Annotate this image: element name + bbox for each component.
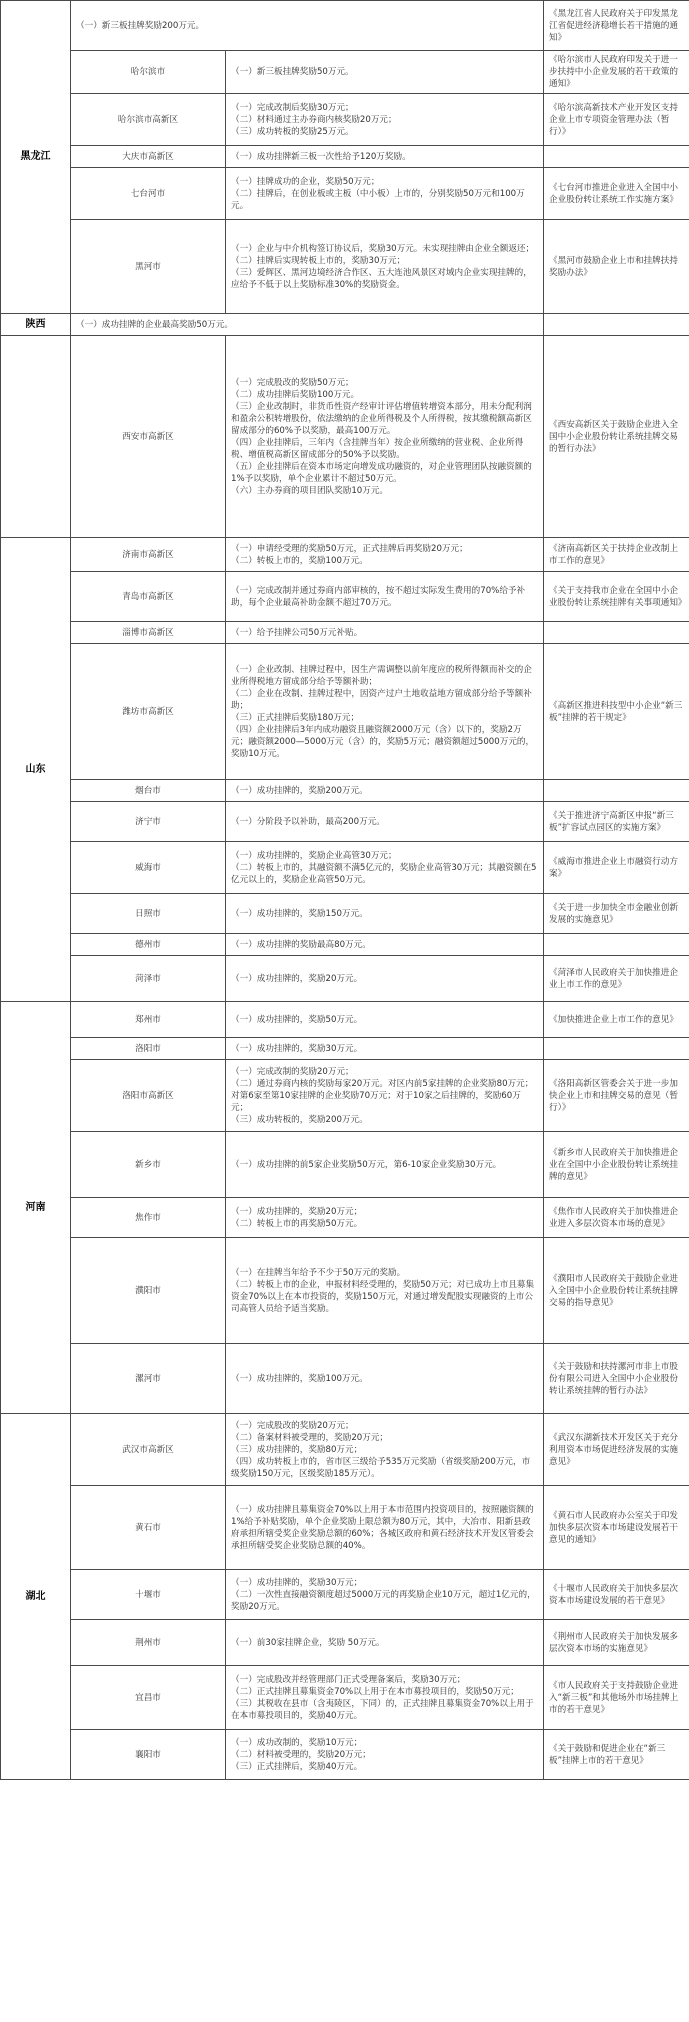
city-cell: 焦作市 <box>71 1198 226 1238</box>
table-row <box>1 1132 689 1198</box>
table-row <box>1 1666 689 1730</box>
document-cell <box>544 314 689 336</box>
city-cell: 黄石市 <box>71 1486 226 1570</box>
policy-line: （一）成功挂牌新三板一次性给予120万奖励。 <box>231 151 411 162</box>
policy-line: （一）完成改制并通过券商内部审核的，按不超过实际发生费用的70%给予补助，每个企业最高补助金额不超过70万元。 <box>231 585 526 608</box>
policy-cell <box>226 894 544 934</box>
city-cell: 襄阳市 <box>71 1730 226 1780</box>
document-cell <box>544 168 689 220</box>
table-row <box>1 1238 689 1344</box>
policy-line: （一）成功挂牌的企业最高奖励50万元。 <box>76 319 234 330</box>
policy-cell <box>226 1038 544 1060</box>
policy-cell <box>226 538 544 572</box>
policy-cell <box>226 622 544 644</box>
document-title: 《关于进一步加快全市金融业创新发展的实施意见》 <box>549 902 678 925</box>
policy-cell <box>226 842 544 894</box>
policy-line: （二）转板上市的，其融资额不满5亿元的，奖励企业高管30万元；其融资额在5亿元以上的，奖励企业高管50万元。 <box>231 862 537 885</box>
document-title: 《黄石市人民政府办公室关于印发加快多层次资本市场建设发展若干意见的通知》 <box>549 1510 678 1545</box>
document-cell <box>544 1132 689 1198</box>
policy-cell <box>226 168 544 220</box>
policy-line: （二）转板上市的再奖励50万元。 <box>231 1218 363 1229</box>
table-row <box>1 934 689 956</box>
document-cell <box>544 572 689 622</box>
document-cell <box>544 1570 689 1620</box>
document-cell <box>544 842 689 894</box>
policy-cell <box>226 51 544 94</box>
document-cell <box>544 1198 689 1238</box>
policy-cell <box>226 1344 544 1414</box>
policy-cell <box>226 1570 544 1620</box>
policy-line: （二）正式挂牌且募集资金70%以上用于在本市募投项目的，奖励50万元； <box>231 1686 519 1697</box>
city-cell: 哈尔滨市 <box>71 51 226 94</box>
policy-line: （五）企业挂牌后在资本市场定向增发成功融资的，对企业管理团队按融资额的1%予以奖励，单个企业累计不超过50万元。 <box>231 461 532 484</box>
table-row <box>1 644 689 780</box>
city-cell: 荆州市 <box>71 1620 226 1666</box>
table-row <box>1 94 689 146</box>
city-cell: 黑河市 <box>71 220 226 314</box>
table-row <box>1 220 689 314</box>
policy-cell <box>226 94 544 146</box>
city-cell: 青岛市高新区 <box>71 572 226 622</box>
province-cell: 湖北 <box>1 1414 71 1780</box>
policy-line: （三）企业改制时，非货币性资产经审计评估增值转增资本部分，用未分配利润和盈余公积转增股份，依法缴纳的企业所得税及个人所得税，按其缴税额高新区留成部分的60%予以奖励，最高100万元。 <box>231 401 532 436</box>
policy-cell <box>226 1132 544 1198</box>
document-title: 《西安高新区关于鼓励企业进入全国中小企业股份转让系统挂牌交易的暂行办法》 <box>549 419 678 454</box>
document-title: 《哈尔滨高新技术产业开发区支持企业上市专项资金管理办法（暂行）》 <box>549 102 678 137</box>
city-cell: 淄博市高新区 <box>71 622 226 644</box>
document-cell <box>544 94 689 146</box>
policy-line: （二）一次性直接融资额度超过5000万元的再奖励企业10万元，超过1亿元的，奖励20万元。 <box>231 1589 536 1612</box>
table-row <box>1 842 689 894</box>
document-cell <box>544 1414 689 1486</box>
policy-line: （三）正式挂牌后奖励180万元； <box>231 712 360 723</box>
policy-line: （一）成功挂牌的，奖励30万元； <box>231 1577 363 1588</box>
document-title: 《武汉东湖新技术开发区关于充分利用资本市场促进经济发展的实施意见》 <box>549 1432 678 1467</box>
policy-line: （一）分阶段予以补助，最高200万元。 <box>231 816 385 827</box>
document-cell <box>544 1666 689 1730</box>
policy-line: （三）正式挂牌后，奖励40万元。 <box>231 1761 363 1772</box>
document-cell <box>544 220 689 314</box>
province-cell: 山东 <box>1 538 71 1002</box>
table-row <box>1 1486 689 1570</box>
document-cell <box>544 1620 689 1666</box>
policy-cell <box>226 220 544 314</box>
policy-cell <box>226 336 544 538</box>
document-title: 《洛阳高新区管委会关于进一步加快企业上市和挂牌交易的意见（暂行）》 <box>549 1078 678 1113</box>
document-title: 《济南高新区关于扶持企业改制上市工作的意见》 <box>549 543 678 566</box>
policy-line: （一）成功挂牌的，奖励50万元。 <box>231 1014 363 1025</box>
document-cell <box>544 802 689 842</box>
table-row <box>1 1060 689 1132</box>
policy-line: （二）挂牌后，在创业板或主板（中小板）上市的，分别奖励50万元和100万元。 <box>231 188 525 211</box>
city-cell: 哈尔滨市高新区 <box>71 94 226 146</box>
city-cell: 郑州市 <box>71 1002 226 1038</box>
city-cell: 日照市 <box>71 894 226 934</box>
city-cell: 威海市 <box>71 842 226 894</box>
document-cell <box>544 894 689 934</box>
table-row <box>1 168 689 220</box>
document-title: 《关于支持我市企业在全国中小企业股份转让系统挂牌有关事项通知》 <box>549 585 687 608</box>
city-cell: 武汉市高新区 <box>71 1414 226 1486</box>
city-cell: 潍坊市高新区 <box>71 644 226 780</box>
province-cell <box>1 336 71 538</box>
policy-line: （二）企业在改制、挂牌过程中，因资产过户土地收益地方留成部分给予等额补助； <box>231 688 532 711</box>
document-title: 《新乡市人民政府关于加快推进企业在全国中小企业股份转让系统挂牌的意见》 <box>549 1147 678 1182</box>
policy-line: （一）成功挂牌的，奖励30万元。 <box>231 1043 363 1054</box>
document-title: 《菏泽市人民政府关于加快推进企业上市工作的意见》 <box>549 967 678 990</box>
policy-line: （一）完成股改的奖励20万元； <box>231 1420 354 1431</box>
policy-line: （一）给予挂牌公司50万元补贴。 <box>231 627 363 638</box>
policy-line: （一）完成股改的奖励50万元； <box>231 377 354 388</box>
document-cell <box>544 1038 689 1060</box>
document-title: 《荆州市人民政府关于加快发展多层次资本市场的实施意见》 <box>549 1631 678 1654</box>
city-cell: 德州市 <box>71 934 226 956</box>
table-row <box>1 1344 689 1414</box>
policy-cell <box>71 1 544 51</box>
document-cell <box>544 622 689 644</box>
table-row <box>1 894 689 934</box>
table-row <box>1 1 689 51</box>
policy-line: （三）其税收在县市（含夷陵区，下同）的，正式挂牌且募集资金70%以上用于在本市募投项目的，奖励40万元。 <box>231 1698 534 1721</box>
table-row <box>1 572 689 622</box>
city-cell: 洛阳市 <box>71 1038 226 1060</box>
policy-line: （一）挂牌成功的企业，奖励50万元； <box>231 176 380 187</box>
table-row <box>1 1620 689 1666</box>
policy-cell <box>226 1620 544 1666</box>
table-row <box>1 51 689 94</box>
policy-line: （一）成功挂牌的，奖励20万元。 <box>231 973 363 984</box>
table-row <box>1 1198 689 1238</box>
policy-line: （一）在挂牌当年给予不少于50万元的奖励。 <box>231 1267 406 1278</box>
policy-cell <box>226 934 544 956</box>
city-cell: 新乡市 <box>71 1132 226 1198</box>
document-cell <box>544 336 689 538</box>
document-cell <box>544 956 689 1002</box>
document-cell <box>544 1060 689 1132</box>
policy-cell <box>226 1060 544 1132</box>
document-title: 《黑龙江省人民政府关于印发黑龙江省促进经济稳增长若干措施的通知》 <box>549 8 678 43</box>
table-row <box>1 1002 689 1038</box>
policy-cell <box>226 1730 544 1780</box>
policy-cell <box>226 780 544 802</box>
document-title: 《加快推进企业上市工作的意见》 <box>549 1014 678 1025</box>
document-title: 《濮阳市人民政府关于鼓励企业进入全国中小企业股份转让系统挂牌交易的指导意见》 <box>549 1273 678 1308</box>
city-cell: 漯河市 <box>71 1344 226 1414</box>
province-cell: 黑龙江 <box>1 1 71 314</box>
policy-line: （一）成功挂牌且募集资金70%以上用于本市范围内投资项目的，按照融资额的1%给予补贴奖励，单个企业奖励上限总额为80万元，其中，大冶市、阳新县政府承担所辖受奖企业奖励总额的60%；各城区政府和黄石经济技术开发区管委会承担所辖受奖企业奖励总额的40%。 <box>231 1504 534 1551</box>
policy-cell <box>226 1414 544 1486</box>
policy-cell <box>226 572 544 622</box>
policy-line: （一）申请经受理的奖励50万元，正式挂牌后再奖励20万元； <box>231 543 468 554</box>
document-cell <box>544 146 689 168</box>
document-cell <box>544 1486 689 1570</box>
policy-line: （一）完成改制后奖励30万元； <box>231 102 354 113</box>
table-row <box>1 780 689 802</box>
policy-line: （一）完成改制的奖励20万元； <box>231 1066 354 1077</box>
table-row <box>1 802 689 842</box>
policy-line: （二）成功挂牌后奖励100万元。 <box>231 389 360 400</box>
policy-line: （一）成功挂牌的，奖励100万元。 <box>231 1373 368 1384</box>
document-title: 《市人民政府关于支持鼓励企业进入“新三板”和其他场外市场挂牌上市的若干意见》 <box>549 1680 679 1715</box>
table-row <box>1 336 689 538</box>
city-cell: 大庆市高新区 <box>71 146 226 168</box>
policy-line: （四）成功转板上市的，省市区三级给予535万元奖励（省级奖励200万元，市级奖励150万元，区级奖励185万元）。 <box>231 1456 531 1479</box>
document-cell <box>544 780 689 802</box>
policy-line: （一）新三板挂牌奖励200万元。 <box>76 20 205 31</box>
policy-cell <box>226 1002 544 1038</box>
policy-line: （一）前30家挂牌企业，奖励 50万元。 <box>231 1637 385 1648</box>
policy-line: （一）成功挂牌的，奖励150万元。 <box>231 908 368 919</box>
policy-line: （一）成功挂牌的，奖励企业高管30万元； <box>231 850 397 861</box>
table-row <box>1 1730 689 1780</box>
city-cell: 洛阳市高新区 <box>71 1060 226 1132</box>
city-cell: 西安市高新区 <box>71 336 226 538</box>
policy-line: （一）企业改制、挂牌过程中，因生产需调整以前年度应的税所得额而补交的企业所得税地方留成部分给予等额补助； <box>231 664 532 687</box>
document-title: 《高新区推进科技型中小企业“新三板”挂牌的若干规定》 <box>549 700 683 723</box>
policy-line: （一）成功改制的，奖励10万元； <box>231 1737 363 1748</box>
city-cell: 濮阳市 <box>71 1238 226 1344</box>
policy-line: （一）完成股改并经管理部门正式受理备案后，奖励30万元； <box>231 1674 466 1685</box>
policy-cell <box>226 956 544 1002</box>
document-title: 《七台河市推进企业进入全国中小企业股份转让系统工作实施方案》 <box>549 182 678 205</box>
policy-cell <box>226 1238 544 1344</box>
policy-line: （二）材料被受理的，奖励20万元； <box>231 1749 371 1760</box>
document-cell <box>544 934 689 956</box>
policy-line: （三）成功挂牌的，奖励80万元； <box>231 1444 363 1455</box>
policy-line: （二）通过券商内核的奖励每家20万元。对区内前5家挂牌的企业奖励80万元；对第6家至第10家挂牌的企业奖励70万元；对于10家之后挂牌的，奖励60万元； <box>231 1078 534 1113</box>
policy-line: （二）转板上市的，奖励100万元。 <box>231 555 368 566</box>
document-title: 《黑河市鼓励企业上市和挂牌扶持奖励办法》 <box>549 255 678 278</box>
policy-line: （二）转板上市的企业，申报材料经受理的，奖励50万元；对已成功上市且募集资金70%以上在本市投资的，奖励150万元，对通过增发配股实现融资的上市公司高管人员给予适当奖励。 <box>231 1279 535 1314</box>
document-cell <box>544 1344 689 1414</box>
policy-cell <box>226 802 544 842</box>
city-cell: 菏泽市 <box>71 956 226 1002</box>
document-cell <box>544 1238 689 1344</box>
table-row <box>1 1414 689 1486</box>
policy-line: （二）挂牌后实现转板上市的，奖励30万元； <box>231 255 406 266</box>
policy-line: （一）成功挂牌的前5家企业奖励50万元，第6-10家企业奖励30万元。 <box>231 1159 502 1170</box>
province-cell: 陕西 <box>1 314 71 336</box>
city-cell: 济南市高新区 <box>71 538 226 572</box>
policy-line: （三）成功转板的奖励25万元。 <box>231 126 354 137</box>
table-row <box>1 1038 689 1060</box>
document-cell <box>544 1730 689 1780</box>
policy-line: （四）企业挂牌后3年内成功融资且融资额2000万元（含）以下的，奖励2万元；融资额2000—5000万元（含）的，奖励5万元；融资额超过5000万元的，奖励10万元。 <box>231 724 535 759</box>
city-cell: 七台河市 <box>71 168 226 220</box>
policy-line: （一）新三板挂牌奖励50万元。 <box>231 67 354 77</box>
table-row <box>1 146 689 168</box>
policy-line: （三）爱辉区、黑河边境经济合作区、五大连池风景区对域内企业实现挂牌的，应给予不低于以上奖励标准30%的奖励资金。 <box>231 267 532 290</box>
document-title: 《十堰市人民政府关于加快多层次资本市场建设发展的若干意见》 <box>549 1583 678 1606</box>
policy-line: （四）企业挂牌后，三年内（含挂牌当年）按企业所缴纳的营业税、企业所得税、增值税高新区留成部分的50%予以奖励。 <box>231 437 524 460</box>
document-cell <box>544 1002 689 1038</box>
table-row <box>1 622 689 644</box>
policy-cell <box>226 146 544 168</box>
policy-line: （一）成功挂牌的奖励最高80万元。 <box>231 939 371 950</box>
document-cell <box>544 51 689 94</box>
document-cell <box>544 1 689 51</box>
document-title: 《威海市推进企业上市融资行动方案》 <box>549 856 678 879</box>
city-cell: 烟台市 <box>71 780 226 802</box>
policy-cell <box>226 644 544 780</box>
document-title: 《哈尔滨市人民政府印发关于进一步扶持中小企业发展的若干政策的通知》 <box>549 55 678 89</box>
policy-cell <box>71 314 544 336</box>
city-cell: 宜昌市 <box>71 1666 226 1730</box>
document-title: 《关于鼓励和促进企业在“新三板”挂牌上市的若干意见》 <box>549 1743 666 1766</box>
policy-line: （二）材料通过主办券商内核奖励20万元； <box>231 114 397 125</box>
document-cell <box>544 538 689 572</box>
policy-line: （一）企业与中介机构签订协议后，奖励30万元。未实现挂牌由企业全额返还； <box>231 243 535 254</box>
table-row <box>1 314 689 336</box>
document-title: 《关于鼓励和扶持漯河市非上市股份有限公司进入全国中小企业股份转让系统挂牌的暂行办法》 <box>549 1361 678 1396</box>
document-cell <box>544 644 689 780</box>
document-title: 《关于推进济宁高新区申报“新三板”扩容试点园区的实施方案》 <box>549 810 674 833</box>
policy-cell <box>226 1198 544 1238</box>
table-row <box>1 956 689 1002</box>
city-cell: 十堰市 <box>71 1570 226 1620</box>
policy-line: （六）主办券商的项目团队奖励10万元。 <box>231 485 389 496</box>
table-row <box>1 1570 689 1620</box>
policy-line: （一）成功挂牌的，奖励20万元； <box>231 1206 363 1217</box>
table-row <box>1 538 689 572</box>
policy-cell <box>226 1486 544 1570</box>
city-cell: 济宁市 <box>71 802 226 842</box>
policy-table-body <box>1 1 689 1780</box>
policy-cell <box>226 1666 544 1730</box>
document-title: 《焦作市人民政府关于加快推进企业进入多层次资本市场的意见》 <box>549 1206 678 1229</box>
policy-line: （三）成功转板的，奖励200万元。 <box>231 1114 368 1125</box>
province-cell: 河南 <box>1 1002 71 1414</box>
policy-line: （一）成功挂牌的，奖励200万元。 <box>231 785 368 796</box>
policy-line: （二）备案材料被受理的，奖励20万元； <box>231 1432 389 1443</box>
